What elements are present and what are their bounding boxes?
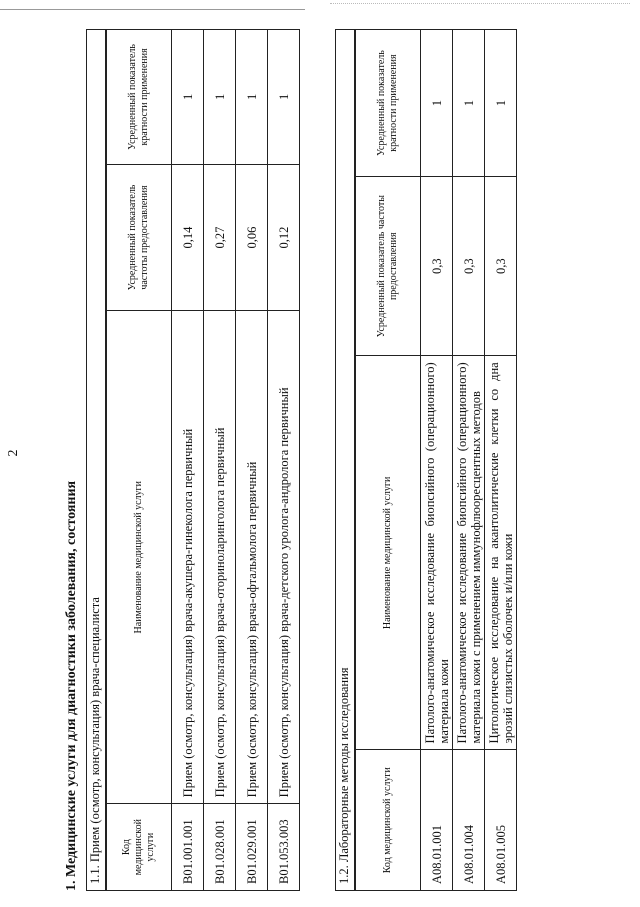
service-multiplicity: 1: [485, 30, 517, 177]
service-code: B01.028.001: [204, 804, 236, 890]
table-row: [204, 30, 236, 890]
service-multiplicity: 1: [236, 30, 268, 164]
table-header-row: [107, 30, 172, 890]
service-frequency: 0,3: [421, 177, 453, 356]
header-frequency: Усредненный показатель частоты предоставления: [107, 164, 172, 310]
service-name: Патолого-анатомическое исследование биопсийного (операционного) материала кожи: [421, 356, 453, 750]
table-row: [421, 30, 453, 890]
table-row: [236, 30, 268, 890]
service-code: B01.029.001: [236, 804, 268, 890]
table-row: [453, 30, 485, 890]
service-name: Цитологическое исследование на акантолитические клетки со дна эрозий слизистых оболочек и/или кожи: [485, 356, 517, 750]
table-row: [172, 30, 204, 890]
service-name: Прием (осмотр, консультация) врача-оториноларинголога первичный: [204, 311, 236, 804]
section-heading: 1. Медицинские услуги для диагностики заболевания, состояния: [64, 480, 79, 891]
service-frequency: 0,06: [236, 164, 268, 310]
header-name: Наименование медицинской услуги: [107, 311, 172, 804]
section-title: 1.1. Прием (осмотр, консультация) врача-специалиста: [87, 30, 106, 890]
header-code: Код медицинской услуги: [356, 750, 421, 890]
section-title: 1.2. Лабораторные методы исследования: [336, 30, 355, 890]
service-multiplicity: 1: [268, 30, 300, 164]
service-code: B01.001.001: [172, 804, 204, 890]
service-multiplicity: 1: [204, 30, 236, 164]
service-multiplicity: 1: [172, 30, 204, 164]
header-frequency: Усредненный показатель частоты предоставления: [356, 177, 421, 356]
services-table: [106, 30, 299, 890]
service-frequency: 0,12: [268, 164, 300, 310]
service-code: A08.01.004: [453, 750, 485, 890]
service-code: B01.053.003: [268, 804, 300, 890]
table-header-row: [356, 30, 421, 890]
service-code: A08.01.001: [421, 750, 453, 890]
page-number: 2: [6, 449, 21, 457]
service-frequency: 0,14: [172, 164, 204, 310]
service-name: Прием (осмотр, консультация) врача-офтальмолога первичный: [236, 311, 268, 804]
header-code: Код медицинской услуги: [107, 804, 172, 890]
service-multiplicity: 1: [421, 30, 453, 177]
table-row: [268, 30, 300, 890]
section-laboratory-methods: [335, 29, 517, 891]
service-code: A08.01.005: [485, 750, 517, 890]
service-multiplicity: 1: [453, 30, 485, 177]
service-name: Патолого-анатомическое исследование биопсийного (операционного) материала кожи с применением иммунофлюоресцентных методов: [453, 356, 485, 750]
service-frequency: 0,3: [485, 177, 517, 356]
service-frequency: 0,3: [453, 177, 485, 356]
header-name: Наименование медицинской услуги: [356, 356, 421, 750]
service-name: Прием (осмотр, консультация) врача-акушера-гинеколога первичный: [172, 311, 204, 804]
services-table: [355, 30, 516, 890]
header-multiplicity: Усредненный показатель кратности применения: [107, 30, 172, 164]
section-specialist-consultations: [86, 29, 300, 891]
service-name: Прием (осмотр, консультация) врача-детского уролога-андролога первичный: [268, 311, 300, 804]
rotated-page: [4, 3, 636, 903]
service-frequency: 0,27: [204, 164, 236, 310]
header-multiplicity: Усредненный показатель кратности применения: [356, 30, 421, 177]
table-row: [485, 30, 517, 890]
